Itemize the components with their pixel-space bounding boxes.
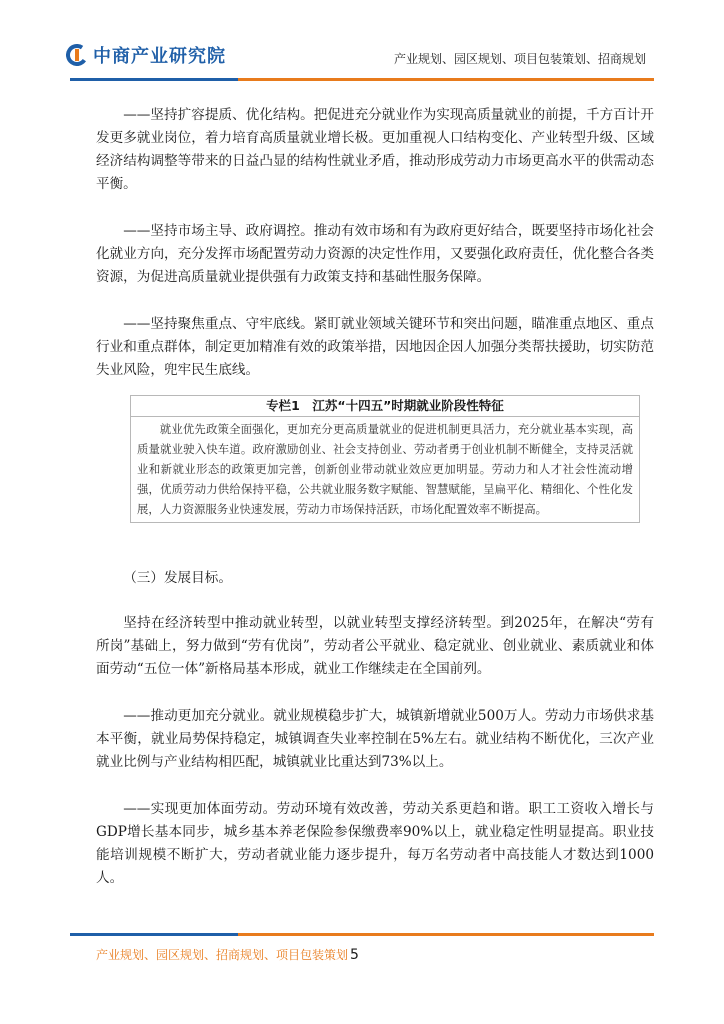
footer-rule-orange: [238, 933, 654, 936]
feature-box: [130, 395, 640, 523]
footer: [96, 946, 359, 963]
header-services: 产业规划、园区规划、项目包装策划、招商规划: [393, 52, 646, 66]
principle-paragraph: ——坚持聚焦重点、守牢底线。紧盯就业领域关键环节和突出问题，瞄准重点地区、重点行业和重点群体，制定更加精准有效的政策举措，因地因企因人加强分类帮扶援助，切实防范失业风险，兜牢民生底线。: [96, 316, 654, 378]
header-rule-blue: [70, 78, 238, 81]
goal-paragraph: 坚持在经济转型中推动就业转型，以就业转型支撑经济转型。到2025年，在解决“劳有所岗”基础上，努力做到“劳有优岗”，劳动者公平就业、稳定就业、创业就业、素质就业和体面劳动“五位一体”新格局基本形成，就业工作继续走在全国前列。: [96, 615, 654, 677]
logo-text: 中商产业研究院: [93, 46, 226, 67]
principle-paragraph: ——坚持市场主导、政府调控。推动有效市场和有为政府更好结合，既要坚持市场化社会化就业方向，充分发挥市场配置劳动力资源的决定性作用，又要强化政府责任，优化整合各类资源，为促进高质量就业提供强有力政策支持和基础性服务保障。: [96, 223, 654, 285]
footer-services: 产业规划、园区规划、招商规划、项目包装策划: [96, 948, 349, 962]
feature-box-title: 专栏1 江苏“十四五”时期就业阶段性特征: [131, 396, 639, 417]
principle-paragraph: ——坚持扩容提质、优化结构。把促进充分就业作为实现高质量就业的前提，千方百计开发更多就业岗位，着力培育高质量就业增长极。更加重视人口结构变化、产业转型升级、区域经济结构调整等带来的日益凸显的结构性就业矛盾，推动形成劳动力市场更高水平的供需动态平衡。: [96, 107, 654, 192]
section-heading: （三）发展目标。: [123, 570, 232, 586]
logo-icon: [66, 44, 88, 66]
goal-paragraph: ——实现更加体面劳动。劳动环境有效改善，劳动关系更趋和谐。职工工资收入增长与GDP增长基本同步，城乡基本养老保险参保缴费率90%以上，就业稳定性明显提高。职业技能培训规模不断扩大，劳动者就业能力逐步提升，每万名劳动者中高技能人才数达到1000人。: [96, 801, 654, 886]
page-content: [96, 104, 654, 914]
footer-rule-blue: [70, 933, 238, 936]
logo: [66, 42, 226, 68]
feature-box-body: 就业优先政策全面强化，更加充分更高质量就业的促进机制更具活力，充分就业基本实现，高质量就业驶入快车道。政府激励创业、社会支持创业、劳动者勇于创业机制不断健全，支持灵活就业和新就业形态的政策更加完善，创新创业带动就业效应更加明显。劳动力和人才社会性流动增强，优质劳动力供给保持平稳，公共就业服务数字赋能、智慧赋能，呈扁平化、精细化、个性化发展，人力资源服务业快速发展，劳动力市场保持活跃，市场化配置效率不断提高。: [137, 422, 633, 516]
goal-paragraph: ——推动更加充分就业。就业规模稳步扩大，城镇新增就业500万人。劳动力市场供求基本平衡，就业局势保持稳定，城镇调查失业率控制在5%左右。就业结构不断优化，三次产业就业比例与产业结构相匹配，城镇就业比重达到73%以上。: [96, 708, 654, 770]
header-rule-orange: [238, 78, 654, 81]
page-number: 5: [350, 947, 359, 963]
